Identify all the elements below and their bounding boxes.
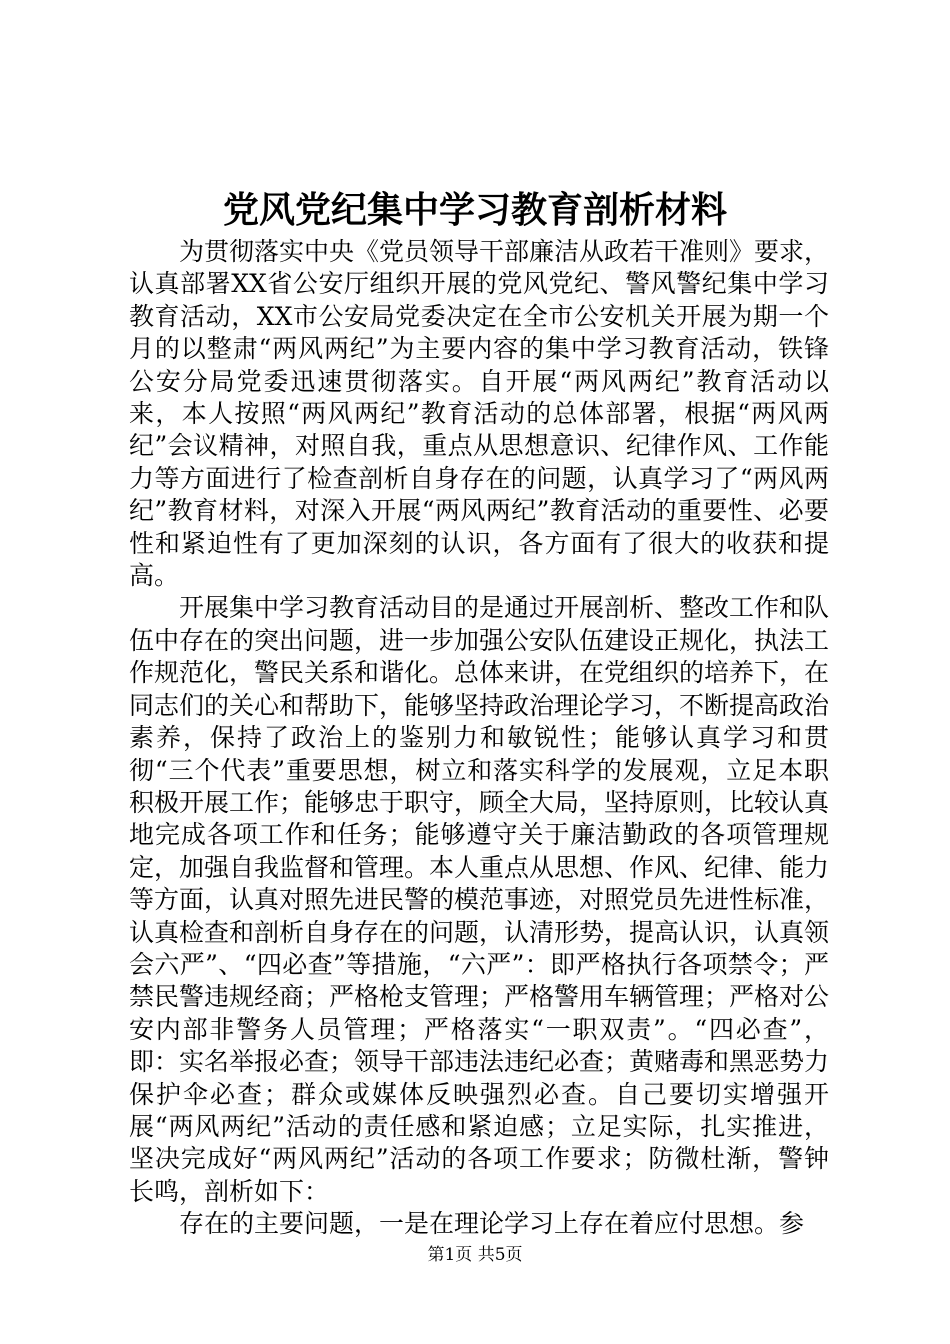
document-body	[129, 236, 829, 1241]
paragraph-1: 为贯彻落实中央《党员领导干部廉洁从政若干准则》要求，认真部署XX省公安厅组织开展的党风党纪、警风警纪集中学习教育活动，XX市公安局党委决定在全市公安机关开展为期一个月的以整肃“两风两纪”为主要内容的集中学习教育活动，铁锋公安分局党委迅速贯彻落实。自开展“两风两纪”教育活动以来，本人按照“两风两纪”教育活动的总体部署，根据“两风两纪”会议精神，对照自我，重点从思想意识、纪律作风、工作能力等方面进行了检查剖析自身存在的问题，认真学习了“两风两纪”教育材料，对深入开展“两风两纪”教育活动的重要性、必要性和紧迫性有了更加深刻的认识，各方面有了很大的收获和提高。	[129, 237, 830, 591]
page-number-footer: 第1页 共5页	[427, 1245, 523, 1265]
paragraph-3: 存在的主要问题，一是在理论学习上存在着应付思想。参	[179, 1209, 805, 1239]
document-title: 党风党纪集中学习教育剖析材料	[222, 189, 727, 231]
paragraph-2: 开展集中学习教育活动目的是通过开展剖析、整改工作和队伍中存在的突出问题，进一步加强公安队伍建设正规化，执法工作规范化，警民关系和谐化。总体来讲，在党组织的培养下，在同志们的关心和帮助下，能够坚持政治理论学习，不断提高政治素养，保持了政治上的鉴别力和敏锐性；能够认真学习和贯彻“三个代表”重要思想，树立和落实科学的发展观，立足本职积极开展工作；能够忠于职守，顾全大局，坚持原则，比较认真地完成各项工作和任务；能够遵守关于廉洁勤政的各项管理规定，加强自我监督和管理。本人重点从思想、作风、纪律、能力等方面，认真对照先进民警的模范事迹，对照党员先进性标准，认真检查和剖析自身存在的问题，认清形势，提高认识，认真领会六严”、“四必查”等措施，“六严”：即严格执行各项禁令；严禁民警违规经商；严格枪支管理；严格警用车辆管理；严格对公安内部非警务人员管理；严格落实“一职双责”。“四必查”，即：实名举报必查；领导干部违法违纪必查；黄赌毒和黑恶势力保护伞必查；群众或媒体反映强烈必查。自己要切实增强开展“两风两纪”活动的责任感和紧迫感；立足实际，扎实推进，坚决完成好“两风两纪”活动的各项工作要求；防微杜渐，警钟长鸣，剖析如下：	[129, 593, 830, 1206]
